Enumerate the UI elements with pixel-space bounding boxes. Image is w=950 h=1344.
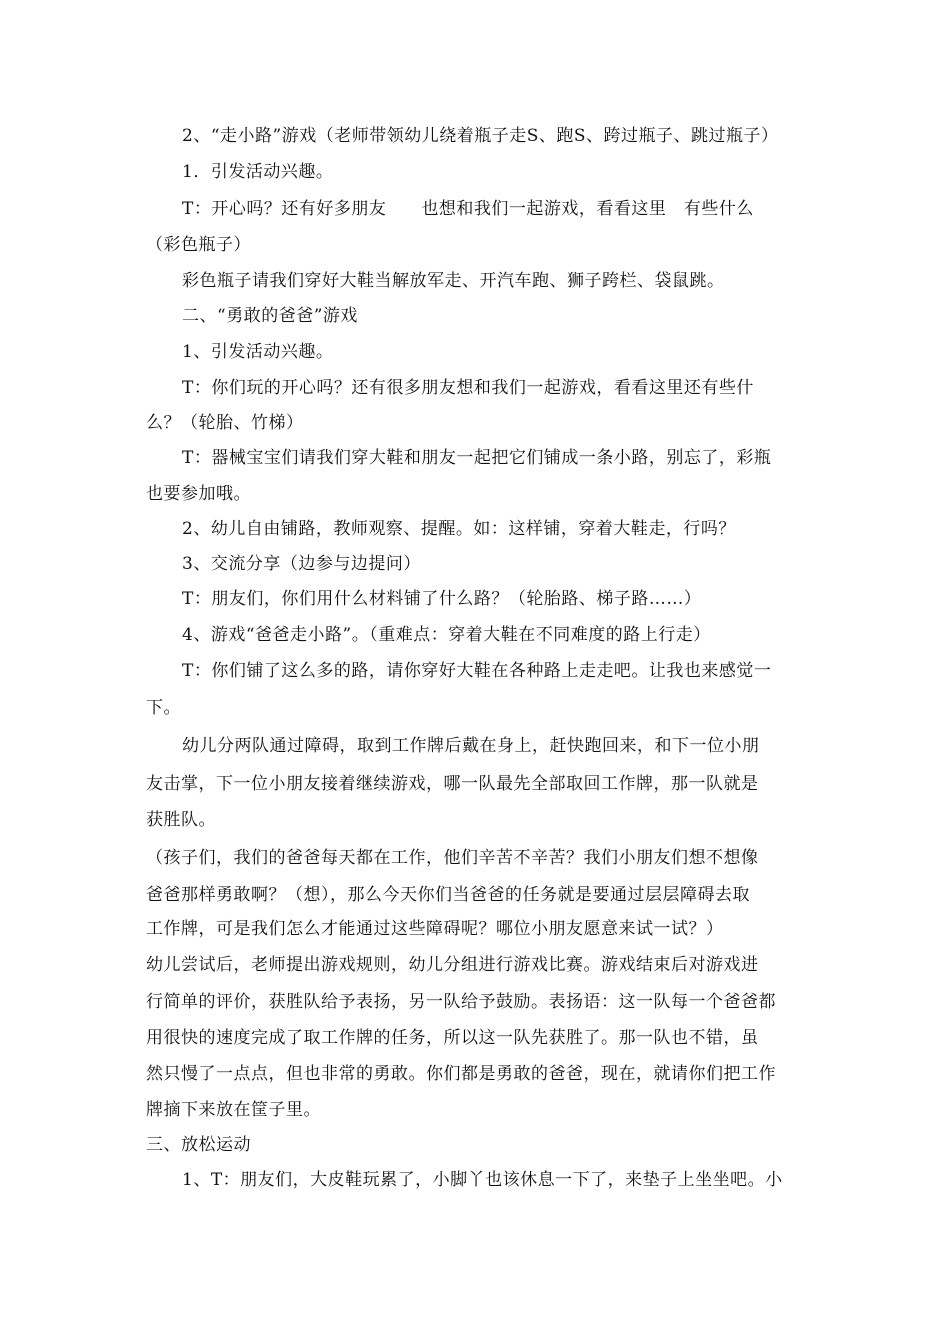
text-line: 然只慢了一点点，但也非常的勇敢。你们都是勇敢的爸爸，现在，就请你们把工作 [146, 1064, 776, 1084]
text-line: 工作牌，可是我们怎么才能通过这些障碍呢？哪位小朋友愿意来试一试？） [146, 919, 724, 939]
text-line: T：器械宝宝们请我们穿大鞋和朋友一起把它们铺成一条小路，别忘了，彩瓶 [182, 448, 772, 468]
text-line: 行简单的评价，获胜队给予表扬，另一队给予鼓励。表扬语：这一队每一个爸爸都 [146, 992, 776, 1012]
text-line: 用很快的速度完成了取工作牌的任务，所以这一队先获胜了。那一队也不错，虽 [146, 1028, 759, 1048]
text-line: （孩子们，我们的爸爸每天都在工作，他们辛苦不辛苦？我们小朋友们想不想像 [146, 848, 759, 868]
text-line: 4、游戏“爸爸走小路”。（重难点：穿着大鞋在不同难度的路上行走） [182, 625, 711, 645]
text-line: 获胜队。 [146, 810, 216, 830]
text-line: 1、引发活动兴趣。 [182, 342, 334, 362]
text-line: 2、“走小路”游戏（老师带领幼儿绕着瓶子走S、跑S、跨过瓶子、跳过瓶子） [182, 126, 779, 146]
text-line: 友击掌，下一位小朋友接着继续游戏，哪一队最先全部取回工作牌，那一队就是 [146, 774, 759, 794]
text-line: T：你们玩的开心吗？还有很多朋友想和我们一起游戏，看看这里还有些什 [182, 378, 754, 398]
text-line: 2、幼儿自由铺路，教师观察、提醒。如：这样铺，穿着大鞋走，行吗？ [182, 519, 736, 539]
text-line: 幼儿尝试后，老师提出游戏规则，幼儿分组进行游戏比赛。游戏结束后对游戏进 [146, 955, 759, 975]
text-line: 么？（轮胎、竹梯） [146, 413, 304, 433]
text-line: 1．引发活动兴趣。 [182, 162, 334, 182]
text-line: 幼儿分两队通过障碍，取到工作牌后戴在身上，赶快跑回来，和下一位小朋 [182, 736, 760, 756]
text-line: （彩色瓶子） [146, 235, 251, 255]
text-line: T：朋友们，你们用什么材料铺了什么路？（轮胎路、梯子路……） [182, 589, 702, 609]
text-line: 下。 [146, 698, 181, 718]
text-line: 也要参加哦。 [146, 484, 251, 504]
section-heading: 三、放松运动 [146, 1135, 251, 1155]
text-line: 3、交流分享（边参与边提问） [182, 554, 421, 574]
text-line: 1、T：朋友们，大皮鞋玩累了，小脚丫也该休息一下了，来垫子上坐坐吧。小 [182, 1170, 783, 1190]
section-heading: 二、“勇敢的爸爸”游戏 [182, 306, 358, 326]
text-line: T：你们铺了这么多的路，请你穿好大鞋在各种路上走走吧。让我也来感觉一 [182, 661, 772, 681]
text-line: T：开心吗？还有好多朋友 也想和我们一起游戏，看看这里 有些什么 [182, 199, 754, 219]
text-line: 爸爸那样勇敢啊？（想），那么今天你们当爸爸的任务就是要通过层层障碍去取 [146, 885, 750, 905]
text-line: 牌摘下来放在筐子里。 [146, 1100, 321, 1120]
text-line: 彩色瓶子请我们穿好大鞋当解放军走、开汽车跑、狮子跨栏、袋鼠跳。 [182, 271, 725, 291]
